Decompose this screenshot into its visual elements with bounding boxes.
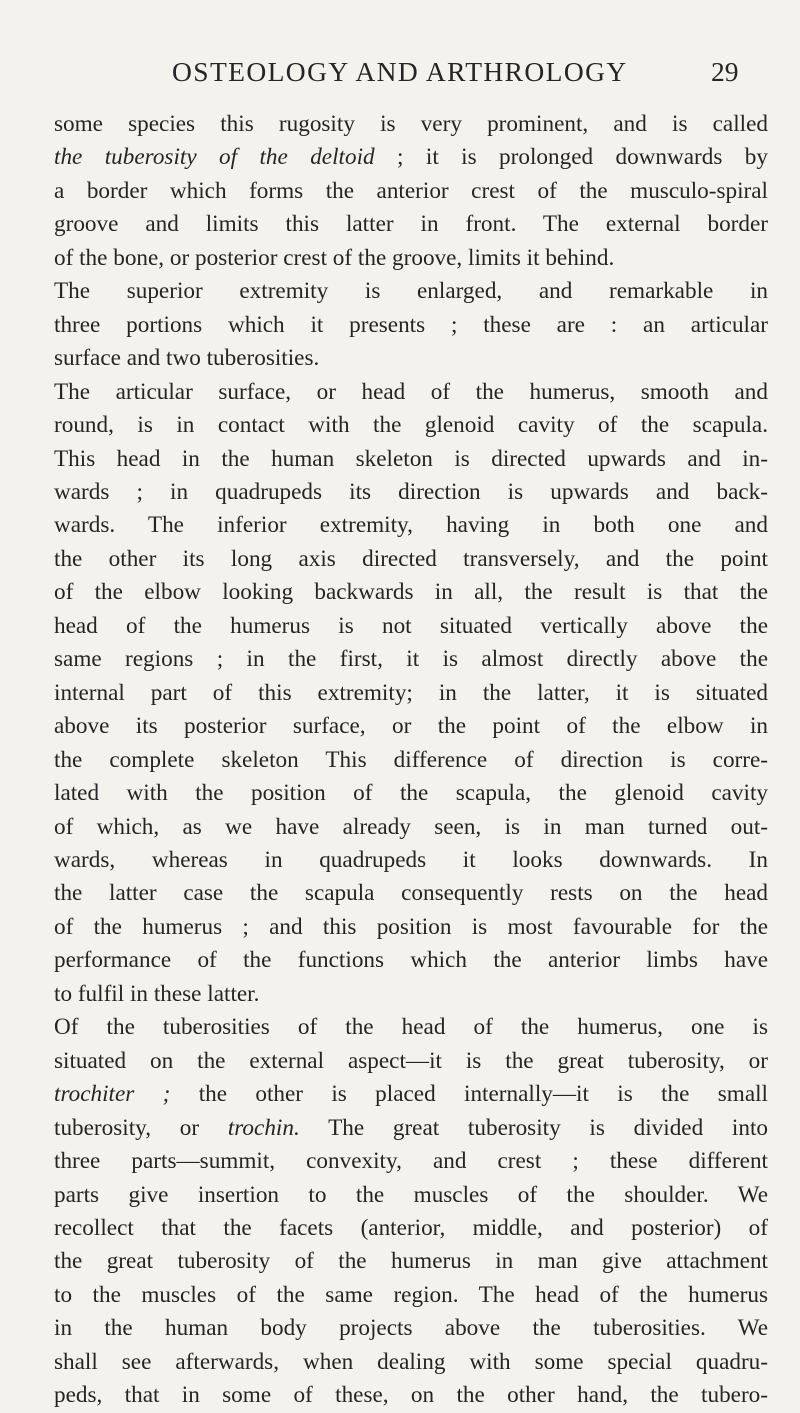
text-line: of the elbow looking backwards in all, the result is that the	[54, 579, 768, 606]
text-line: of the humerus ; and this position is most favourable for the	[54, 913, 768, 940]
text-line: three portions which it presents ; these are : an articular	[54, 311, 768, 338]
text-line: situated on the external aspect—it is the great tuberosity, or	[54, 1047, 768, 1074]
text-line: the great tuberosity of the humerus in man give attachment	[54, 1248, 768, 1275]
text-line: shall see afterwards, when dealing with some special quadru-	[54, 1348, 768, 1375]
text-line: of which, as we have already seen, is in man turned out-	[54, 813, 768, 840]
text-line: to the muscles of the same region. The head of the humerus	[54, 1281, 768, 1308]
text-line: The superior extremity is enlarged, and remarkable in	[54, 278, 768, 305]
text-line	[54, 1112, 768, 1145]
text-fragment: tuberosity, or	[54, 1114, 228, 1141]
text-line: some species this rugosity is very prominent, and is called	[54, 111, 768, 137]
text-line: a border which forms the anterior crest of the musculo-spiral	[54, 177, 768, 204]
text-line: above its posterior surface, or the point of the elbow in	[54, 713, 768, 740]
text-line: wards. The inferior extremity, having in both one and	[54, 512, 768, 539]
page-header	[0, 52, 800, 92]
italic-term: trochin.	[227, 1114, 300, 1141]
text-line: performance of the functions which the anterior limbs have	[54, 947, 768, 974]
text-fragment: The great tuberosity is divided into	[299, 1114, 768, 1141]
paragraph-1	[54, 108, 768, 275]
text-line: of the bone, or posterior crest of the groove, limits it behind.	[54, 244, 615, 271]
text-line: lated with the position of the scapula, the glenoid cavity	[54, 780, 768, 807]
italic-term: trochiter ;	[54, 1081, 171, 1108]
paragraph-4	[54, 1011, 768, 1412]
text-fragment: the other is placed internally—it is the small	[170, 1081, 768, 1108]
text-line: This head in the human skeleton is directed upwards and in-	[54, 445, 768, 472]
text-line: wards, whereas in quadrupeds it looks downwards. In	[54, 846, 768, 873]
text-line: round, is in contact with the glenoid cavity of the scapula.	[54, 412, 768, 439]
body-text	[54, 108, 768, 1413]
text-line: head of the humerus is not situated vertically above the	[54, 612, 768, 639]
text-fragment: ; it is prolonged downwards by	[374, 144, 768, 171]
text-line: to fulfil in these latter.	[54, 980, 260, 1007]
text-line	[54, 1078, 768, 1111]
text-line: The articular surface, or head of the humerus, smooth and	[54, 378, 768, 405]
paragraph-2	[54, 275, 768, 375]
text-line: recollect that the facets (anterior, middle, and posterior) of	[54, 1214, 768, 1241]
page-number: 29	[711, 56, 739, 87]
text-line: surface and two tuberosities.	[54, 345, 320, 372]
italic-term: the tuberosity of the deltoid	[54, 144, 375, 171]
text-line: parts give insertion to the muscles of the shoulder. We	[54, 1181, 768, 1208]
text-line: three parts—summit, convexity, and crest ; these different	[54, 1148, 768, 1175]
text-line	[54, 141, 768, 174]
text-line: the other its long axis directed transversely, and the point	[54, 545, 768, 572]
text-line: the complete skeleton This difference of direction is corre-	[54, 746, 768, 773]
running-title: OSTEOLOGY AND ARTHROLOGY	[172, 56, 628, 87]
text-line: internal part of this extremity; in the latter, it is situated	[54, 679, 768, 706]
text-line: Of the tuberosities of the head of the humerus, one is	[54, 1014, 768, 1041]
text-line: peds, that in some of these, on the other hand, the tubero-	[54, 1382, 768, 1409]
text-line: same regions ; in the first, it is almost directly above the	[54, 646, 768, 673]
text-line: groove and limits this latter in front. The external border	[54, 211, 768, 238]
text-line: in the human body projects above the tuberosities. We	[54, 1315, 768, 1342]
text-line: the latter case the scapula consequently rests on the head	[54, 880, 768, 907]
paragraph-3	[54, 376, 768, 1012]
text-line: wards ; in quadrupeds its direction is upwards and back-	[54, 478, 768, 505]
